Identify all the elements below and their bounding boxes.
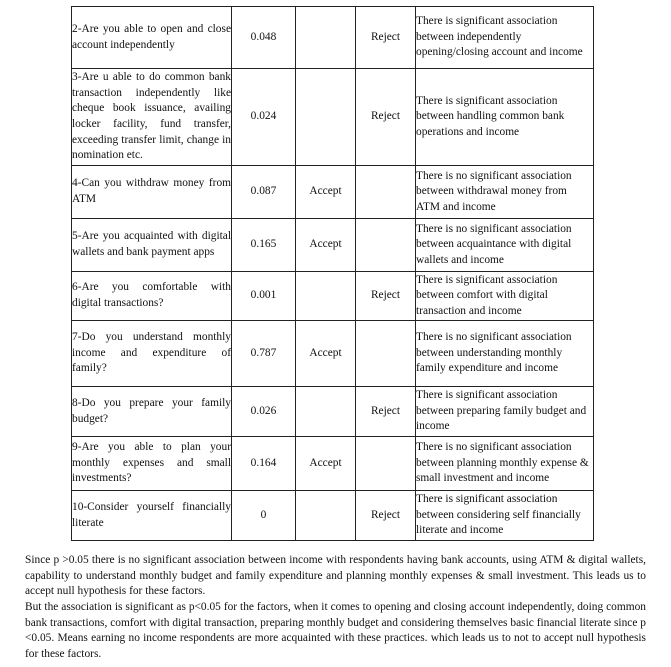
interpretation-cell: There is significant association between comfort with digital transaction and income: [416, 272, 594, 321]
interpretation-cell: There is no significant association between acquaintance with digital wallets and income: [416, 219, 594, 272]
p-value-cell: 0.001: [232, 272, 296, 321]
interpretation-cell: There is no significant association between understanding monthly family expenditure and income: [416, 321, 594, 387]
table-row: [72, 219, 594, 272]
table-row: [72, 491, 594, 541]
table-row: [72, 272, 594, 321]
interpretation-cell: There is significant association between considering self financially literate and income: [416, 491, 594, 541]
p-value-cell: 0.164: [232, 437, 296, 491]
summary-paragraph-reject: But the association is significant as p<0.05 for the factors, when it comes to opening and closing account independently, doing common bank transactions, comfort with digital transaction, preparing monthly budget and considering themselves basic financial literate since p <0.05. Means earning no income respondents are more acquainted with these practices. which leads us to not to accept null hypothesis for these factors.: [25, 601, 646, 660]
question-cell: 5-Are you acquainted with digital wallets and bank payment apps: [72, 219, 232, 272]
interpretation-cell: There is no significant association between planning monthly expense & small investment and income: [416, 437, 594, 491]
question-cell: 9-Are you able to plan your monthly expenses and small investments?: [72, 437, 232, 491]
reject-cell: Reject: [356, 7, 416, 69]
p-value-cell: 0.165: [232, 219, 296, 272]
question-cell: 7-Do you understand monthly income and expenditure of family?: [72, 321, 232, 387]
accept-cell: [296, 491, 356, 541]
accept-cell: Accept: [296, 437, 356, 491]
reject-cell: [356, 437, 416, 491]
table-row: [72, 387, 594, 437]
accept-cell: Accept: [296, 321, 356, 387]
table-row: [72, 7, 594, 69]
p-value-cell: 0.024: [232, 69, 296, 166]
accept-cell: [296, 7, 356, 69]
question-cell: 2-Are you able to open and close account independently: [72, 7, 232, 69]
reject-cell: Reject: [356, 491, 416, 541]
question-cell: 10-Consider yourself financially literate: [72, 491, 232, 541]
table-row: [72, 69, 594, 166]
accept-cell: Accept: [296, 166, 356, 219]
reject-cell: Reject: [356, 272, 416, 321]
p-value-cell: 0: [232, 491, 296, 541]
summary-paragraph-accept: Since p >0.05 there is no significant association between income with respondents having bank accounts, using ATM & digital wallets, capability to understand monthly budget and family expenditure and planning monthly expenses & small investment. This leads us to accept null hypothesis for these factors.: [25, 554, 646, 598]
chi-square-results-table: [71, 6, 594, 541]
reject-cell: [356, 321, 416, 387]
p-value-cell: 0.087: [232, 166, 296, 219]
reject-cell: [356, 166, 416, 219]
accept-cell: [296, 387, 356, 437]
question-cell: 3-Are u able to do common bank transaction independently like cheque book issuance, availing locker facility, fund transfer, exceeding transfer limit, change in nomination etc.: [72, 69, 232, 166]
interpretation-cell: There is significant association between independently opening/closing account and income: [416, 7, 594, 69]
reject-cell: Reject: [356, 387, 416, 437]
accept-cell: [296, 272, 356, 321]
p-value-cell: 0.787: [232, 321, 296, 387]
interpretation-cell: There is significant association between handling common bank operations and income: [416, 69, 594, 166]
table-row: [72, 166, 594, 219]
interpretation-cell: There is significant association between preparing family budget and income: [416, 387, 594, 437]
table-row: [72, 437, 594, 491]
reject-cell: Reject: [356, 69, 416, 166]
reject-cell: [356, 219, 416, 272]
question-cell: 4-Can you withdraw money from ATM: [72, 166, 232, 219]
question-cell: 8-Do you prepare your family budget?: [72, 387, 232, 437]
interpretation-cell: There is no significant association between withdrawal money from ATM and income: [416, 166, 594, 219]
accept-cell: [296, 69, 356, 166]
table-row: [72, 321, 594, 387]
p-value-cell: 0.048: [232, 7, 296, 69]
question-cell: 6-Are you comfortable with digital transactions?: [72, 272, 232, 321]
accept-cell: Accept: [296, 219, 356, 272]
p-value-cell: 0.026: [232, 387, 296, 437]
